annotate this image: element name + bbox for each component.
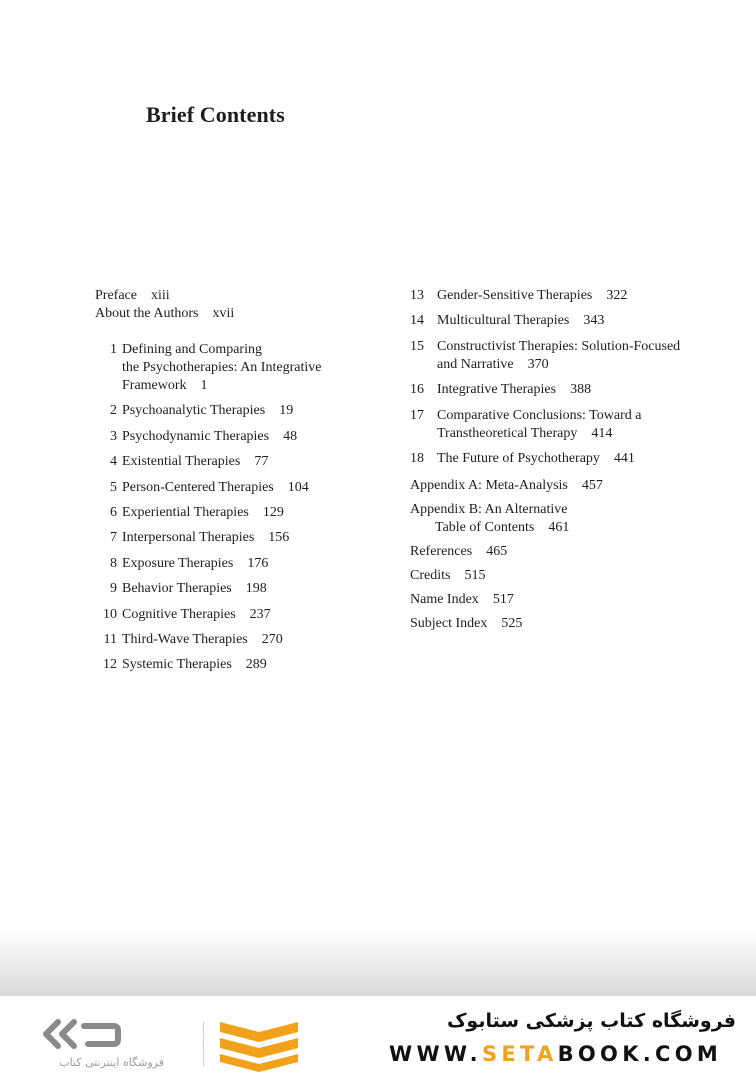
logo-subtitle: فروشگاه اینترنتی کتاب [59,1056,164,1069]
entry-page: xiii [150,288,170,303]
entry-title: Psychodynamic Therapies [122,428,270,444]
entry-title: Exposure Therapies [122,555,234,571]
entry-page: 414 [591,425,613,441]
entry-page: 343 [583,313,605,329]
entry-page: 289 [245,657,267,673]
entry-title: and Narrative [437,356,514,372]
entry-title: Transtheoretical Therapy [437,425,578,441]
book-stack-icon [216,1018,302,1072]
chapter-entry [410,312,730,330]
chapter-text [122,656,395,674]
chapter-title-line [437,338,730,356]
chapter-text [122,428,395,446]
entry-title: Comparative Conclusions: Toward a [437,407,642,423]
chapter-text [437,381,730,399]
entry-page: 441 [613,450,635,466]
back-matter-line [410,615,730,633]
chapter-entry [95,402,395,420]
chapter-number: 10 [103,606,117,622]
contents-left-column [95,287,395,682]
chapter-title-line [122,479,395,497]
chapter-title-line [437,312,730,330]
back-matter-item [410,567,730,585]
chapter-title-line [122,555,395,573]
page-bottom-shadow [0,930,756,996]
entry-title: Interpersonal Therapies [122,530,255,546]
chapter-number: 16 [410,382,424,398]
entry-title: Psychoanalytic Therapies [122,403,266,419]
chapter-entry [95,453,395,471]
entry-title: Cognitive Therapies [122,606,236,622]
chapter-text [437,338,730,374]
chapter-entry [95,479,395,497]
entry-title: Gender-Sensitive Therapies [437,288,593,303]
chapter-number: 5 [110,479,117,495]
chapter-text [437,287,730,305]
entry-title: Table of Contents [435,519,535,535]
entry-title: Experiential Therapies [122,504,249,520]
back-matter-line [410,477,730,495]
entry-title: Subject Index [410,615,488,631]
entry-page: 525 [501,615,523,631]
setabook-logo [36,1014,296,1074]
chapter-list [410,287,730,468]
chapter-text [122,453,395,471]
chapter-number: 2 [110,403,117,419]
chapter-title-line [122,580,395,598]
entry-title: Person-Centered Therapies [122,479,274,495]
entry-title: Defining and Comparing [122,342,262,357]
chapter-number: 13 [410,288,424,303]
entry-title: the Psychotherapies: An Integrative [122,360,322,375]
back-matter-line [410,591,730,609]
entry-title: Appendix A: Meta-Analysis [410,477,568,493]
url-prefix: WWW. [389,1042,482,1066]
entry-page: 322 [606,288,628,303]
chapter-entry [95,555,395,573]
chapter-number: 11 [103,631,117,647]
url-suffix: BOOK.COM [557,1042,723,1066]
chapter-entry [95,341,395,395]
entry-page: 465 [486,543,508,559]
entry-title: Multicultural Therapies [437,313,570,329]
chapter-text [437,450,730,468]
site-url[interactable] [389,1042,722,1066]
entry-title: Appendix B: An Alternative [410,501,568,517]
back-matter-item [410,501,730,537]
back-matter-line [410,543,730,561]
entry-page: 104 [287,479,309,495]
entry-page: 198 [245,581,267,597]
chapter-number: 1 [110,342,117,357]
entry-title: Integrative Therapies [437,382,557,398]
entry-title: The Future of Psychotherapy [437,450,600,466]
front-matter-item [95,305,395,323]
chapter-title-line [122,606,395,624]
chapter-title-line [122,341,395,359]
chapter-text [122,402,395,420]
chapter-title-line [122,529,395,547]
entry-page: 370 [527,356,549,372]
chapter-entry [410,338,730,374]
entry-title: Preface [95,288,137,303]
entry-page: 388 [570,382,592,398]
chevrons-icon [36,1014,126,1054]
chapter-text [437,407,730,443]
chapter-number: 15 [410,338,424,354]
url-accent: SETA [481,1042,558,1066]
back-matter-item [410,615,730,633]
logo-divider [203,1022,204,1066]
chapter-text [122,555,395,573]
chapter-entry [95,606,395,624]
chapter-entry [95,504,395,522]
chapter-entry [95,529,395,547]
entry-page: 237 [249,606,271,622]
chapter-title-line [122,377,395,395]
entry-title: Name Index [410,591,479,607]
chapter-number: 3 [110,428,117,444]
entry-page: 19 [279,403,294,419]
chapter-entry [95,428,395,446]
chapter-number: 18 [410,450,424,466]
chapter-entry [410,450,730,468]
chapter-text [437,312,730,330]
chapter-text [122,479,395,497]
chapter-title-line [437,287,730,305]
chapter-title-line [122,428,395,446]
entry-page: 48 [283,428,298,444]
entry-page: 129 [262,504,284,520]
back-matter-item [410,591,730,609]
back-matter-line [410,501,730,519]
entry-page: 270 [261,631,283,647]
chapter-title-line [122,504,395,522]
entry-title: Constructivist Therapies: Solution-Focused [437,338,681,354]
chapter-title-line [437,425,730,443]
entry-title: Framework [122,378,187,393]
chapter-number: 6 [110,504,117,520]
entry-page: 176 [247,555,269,571]
back-matter-item [410,543,730,561]
chapter-number: 8 [110,555,117,571]
chapter-text [122,606,395,624]
entry-page: 77 [254,454,269,470]
chapter-number: 12 [103,657,117,673]
chapter-list [95,341,395,674]
chapter-number: 4 [110,454,117,470]
chapter-text [122,580,395,598]
chapter-text [122,631,395,649]
chapter-entry [410,287,730,305]
page-title: Brief Contents [146,102,285,127]
chapter-text [122,341,395,395]
chapter-title-line [437,356,730,374]
chapter-entry [95,580,395,598]
chapter-number: 17 [410,407,424,423]
chapter-title-line [122,359,395,377]
front-matter-item [95,287,395,305]
entry-title: Behavior Therapies [122,581,232,597]
shop-name: فروشگاه کتاب پزشکی ستابوک [446,1010,736,1032]
back-matter-line [410,567,730,585]
chapter-number: 7 [110,530,117,546]
entry-title: Existential Therapies [122,454,241,470]
chapter-title-line [437,450,730,468]
entry-page: 461 [548,519,570,535]
chapter-number: 14 [410,313,424,329]
chapter-entry [410,407,730,443]
chapter-entry [95,656,395,674]
chapter-title-line [437,381,730,399]
chapter-entry [95,631,395,649]
chapter-text [122,504,395,522]
chapter-entry [410,381,730,399]
chapter-title-line [122,656,395,674]
back-matter-line [410,519,730,537]
entry-title: References [410,543,473,559]
entry-page: 457 [581,477,603,493]
entry-page: 515 [464,567,486,583]
entry-title: Systemic Therapies [122,657,232,673]
entry-page: 517 [492,591,514,607]
entry-page: 156 [268,530,290,546]
entry-title: Credits [410,567,451,583]
watermark-banner [0,996,756,1080]
entry-page: 1 [200,378,208,393]
chapter-number: 9 [110,581,117,597]
back-matter-list [410,477,730,633]
chapter-title-line [122,631,395,649]
chapter-title-line [122,453,395,471]
chapter-title-line [122,402,395,420]
back-matter-item [410,477,730,495]
entry-title: About the Authors [95,306,199,321]
entry-title: Third-Wave Therapies [122,631,248,647]
chapter-title-line [437,407,730,425]
entry-page: xvii [212,306,235,321]
chapter-text [122,529,395,547]
contents-right-column [410,287,730,639]
